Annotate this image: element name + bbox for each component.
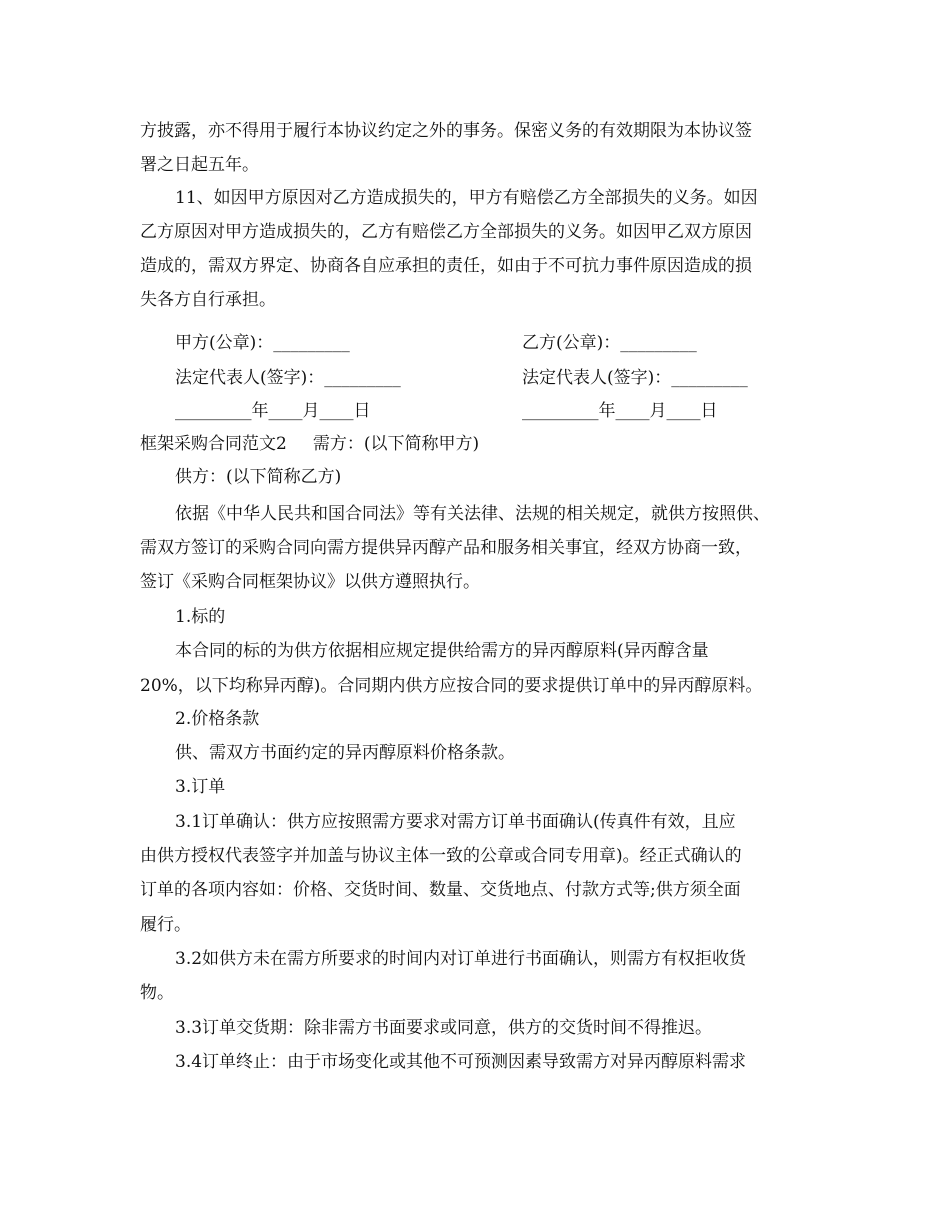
paragraph-line: 物。 (140, 983, 174, 1003)
party-b-date: _________年____月____日 (522, 401, 718, 421)
party-b-representative: 法定代表人(签字)：_________ (522, 368, 748, 388)
paragraph-line: 订单的各项内容如：价格、交货时间、数量、交货地点、付款方式等;供方须全面 (140, 880, 741, 900)
paragraph-line: 供、需双方书面约定的异丙醇原料价格条款。 (175, 743, 515, 763)
clause-11-line: 11、如因甲方原因对乙方造成损失的，甲方有赔偿乙方全部损失的义务。如因 (175, 188, 758, 208)
clause-3-3-line: 3.3订单交货期：除非需方书面要求或同意，供方的交货时间不得推迟。 (175, 1018, 713, 1038)
party-a-date: _________年____月____日 (175, 401, 371, 421)
paragraph-line: 签订《采购合同框架协议》以供方遵照执行。 (140, 572, 480, 592)
party-a-seal: 甲方(公章)：_________ (175, 333, 350, 353)
party-b-seal: 乙方(公章)：_________ (522, 333, 697, 353)
clause-3-1-line: 3.1订单确认：供方应按照需方要求对需方订单书面确认(传真件有效，且应 (175, 812, 736, 832)
paragraph-line: 署之日起五年。 (140, 155, 259, 175)
section-heading-3: 3.订单 (175, 777, 226, 797)
demand-party: 需方：(以下简称甲方) (312, 434, 480, 454)
paragraph-line: 造成的，需双方界定、协商各自应承担的责任，如由于不可抗力事件原因造成的损 (140, 256, 752, 276)
paragraph-line: 乙方原因对甲方造成损失的，乙方有赔偿乙方全部损失的义务。如因甲乙双方原因 (140, 222, 752, 242)
paragraph-line: 履行。 (140, 915, 191, 935)
paragraph-line: 由供方授权代表签字并加盖与协议主体一致的公章或合同专用章)。经正式确认的 (140, 846, 742, 866)
clause-3-2-line: 3.2如供方未在需方所要求的时间内对订单进行书面确认，则需方有权拒收货 (175, 949, 747, 969)
paragraph-line: 本合同的标的为供方依据相应规定提供给需方的异丙醇原料(异丙醇含量 (175, 641, 709, 661)
paragraph-line: 失各方自行承担。 (140, 290, 276, 310)
contract-title: 框架采购合同范文2 (140, 434, 287, 454)
supply-party: 供方：(以下简称乙方) (175, 467, 342, 487)
clause-3-4-line: 3.4订单终止：由于市场变化或其他不可预测因素导致需方对异丙醇原料需求 (175, 1052, 747, 1072)
paragraph-line: 方披露，亦不得用于履行本协议约定之外的事务。保密义务的有效期限为本协议签 (140, 121, 752, 141)
paragraph-line: 依据《中华人民共和国合同法》等有关法律、法规的相关规定，就供方按照供、 (175, 504, 770, 524)
party-a-representative: 法定代表人(签字)：_________ (175, 368, 401, 388)
paragraph-line: 需双方签订的采购合同向需方提供异丙醇产品和服务相关事宜，经双方协商一致， (140, 538, 752, 558)
section-heading-1: 1.标的 (175, 607, 226, 627)
section-heading-2: 2.价格条款 (175, 709, 260, 729)
paragraph-line: 20%，以下均称异丙醇)。合同期内供方应按合同的要求提供订单中的异丙醇原料。 (140, 676, 763, 696)
contract-title-line (140, 432, 479, 456)
